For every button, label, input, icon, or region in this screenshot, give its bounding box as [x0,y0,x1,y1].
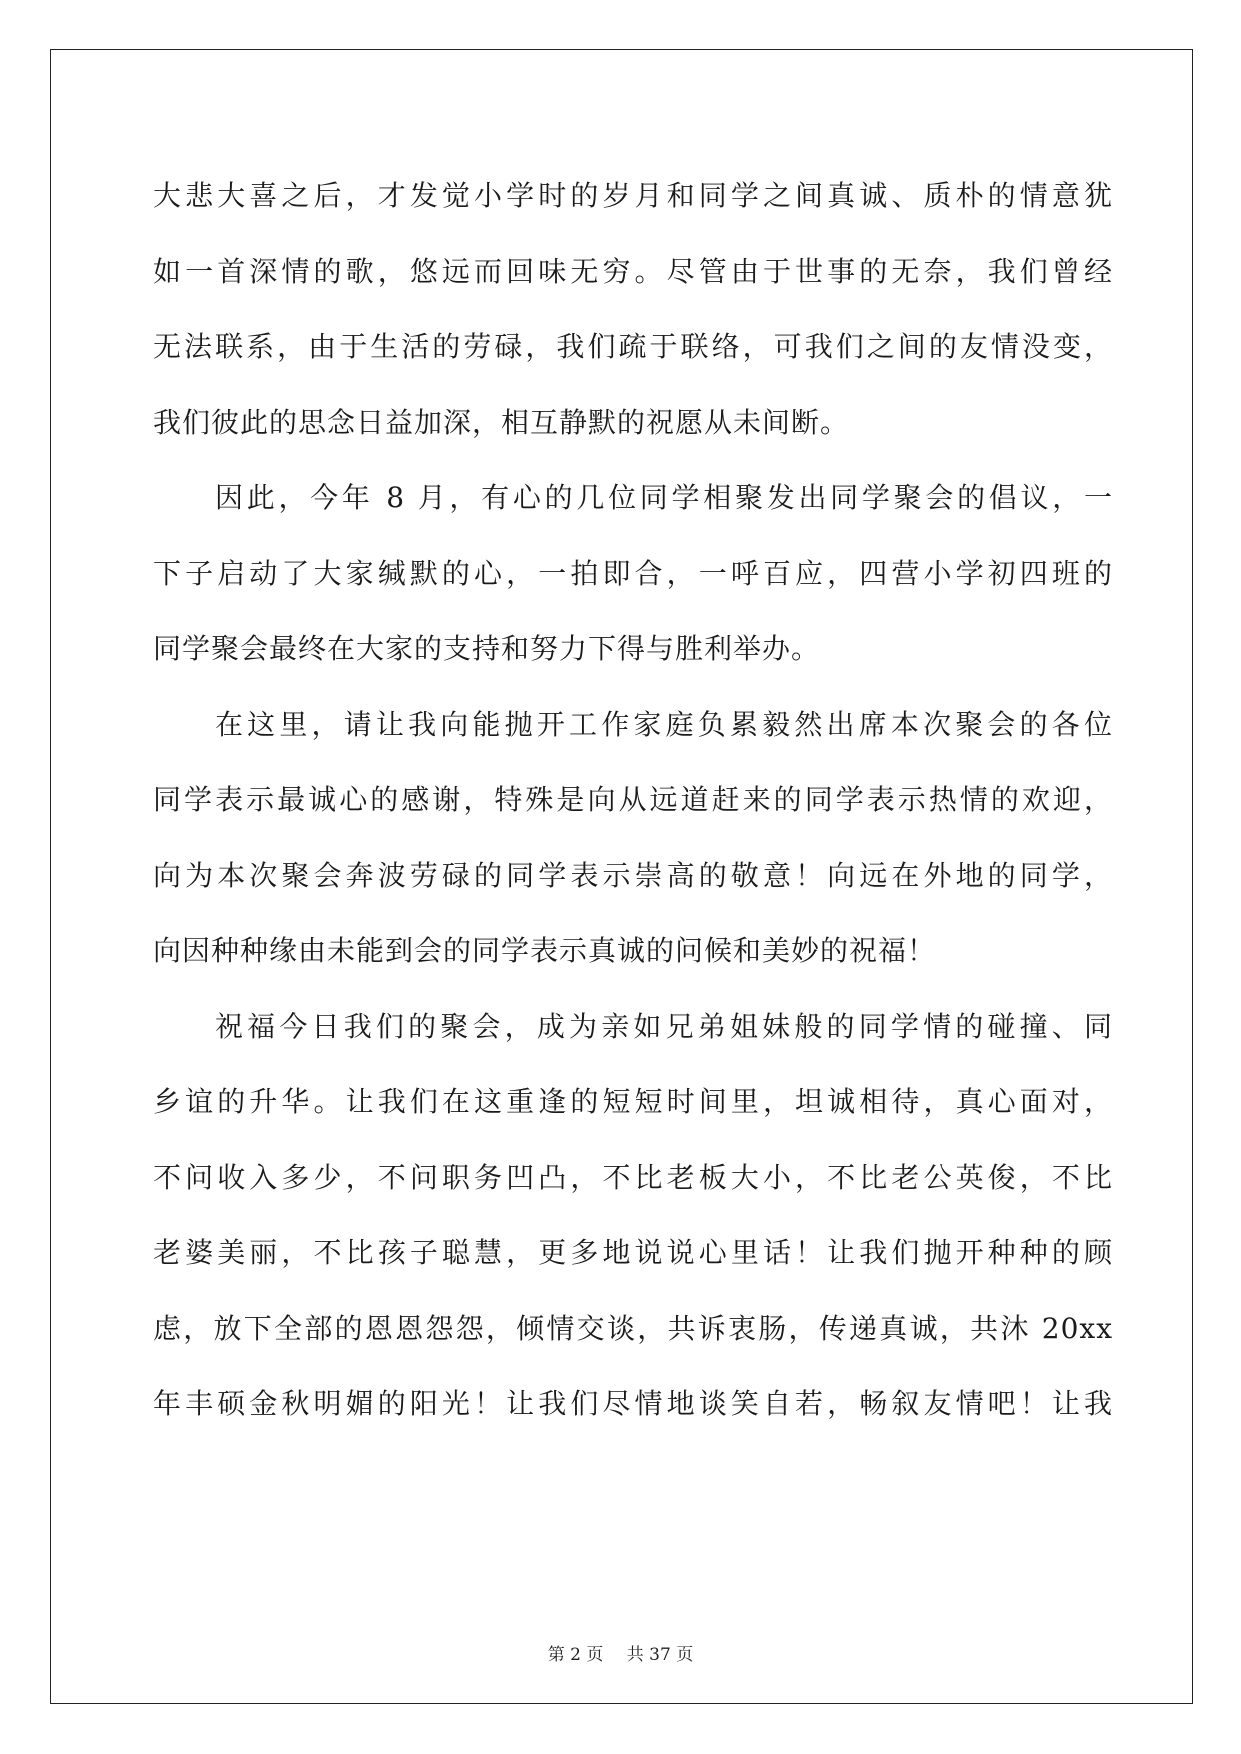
text-line: 同学聚会最终在大家的支持和努力下得与胜利举办。 [153,632,821,665]
text-line: 向为本次聚会奔波劳碌的同学表示崇高的敬意！向远在外地的同学， [153,858,1113,892]
page-total: 共 37 页 [626,1645,694,1665]
text-line: 无法联系，由于生活的劳碌，我们疏于联络，可我们之间的友情没变， [153,330,1113,363]
text-line: 大悲大喜之后，才发觉小学时的岁月和同学之间真诚、质朴的情意犹 [153,179,1113,212]
page-number: 第 2 页 [547,1645,604,1665]
text-line: 祝福今日我们的聚会，成为亲如兄弟姐妹般的同学情的碰撞、同 [215,1009,1113,1043]
text-line: 年丰硕金秋明媚的阳光！让我们尽情地谈笑自若，畅叙友情吧！让我 [153,1387,1113,1420]
text-line: 虑，放下全部的恩恩怨怨，倾情交谈，共诉衷肠，传递真诚，共沐 20xx [153,1311,1113,1345]
page-footer [0,1640,1241,1665]
text-line: 老婆美丽，不比孩子聪慧，更多地说说心里话！让我们抛开种种的顾 [153,1236,1113,1269]
text-line: 在这里，请让我向能抛开工作家庭负累毅然出席本次聚会的各位 [215,707,1113,741]
text-line: 向因种种缘由未能到会的同学表示真诚的问候和美妙的祝福！ [153,934,937,967]
text-line: 我们彼此的思念日益加深，相互静默的祝愿从未间断。 [153,405,850,439]
text-line: 如一首深情的歌，悠远而回味无穷。尽管由于世事的无奈，我们曾经 [153,254,1113,288]
text-line: 因此，今年 8 月，有心的几位同学相聚发出同学聚会的倡议，一 [215,481,1113,514]
text-line: 同学表示最诚心的感谢，特殊是向从远道赶来的同学表示热情的欢迎， [153,783,1113,816]
document-body [153,158,1113,1442]
text-line: 乡谊的升华。让我们在这重逢的短短时间里，坦诚相待，真心面对， [153,1085,1113,1118]
text-line: 下子启动了大家缄默的心，一拍即合，一呼百应，四营小学初四班的 [153,556,1113,590]
text-line: 不问收入多少，不问职务凹凸，不比老板大小，不比老公英俊，不比 [153,1160,1113,1194]
